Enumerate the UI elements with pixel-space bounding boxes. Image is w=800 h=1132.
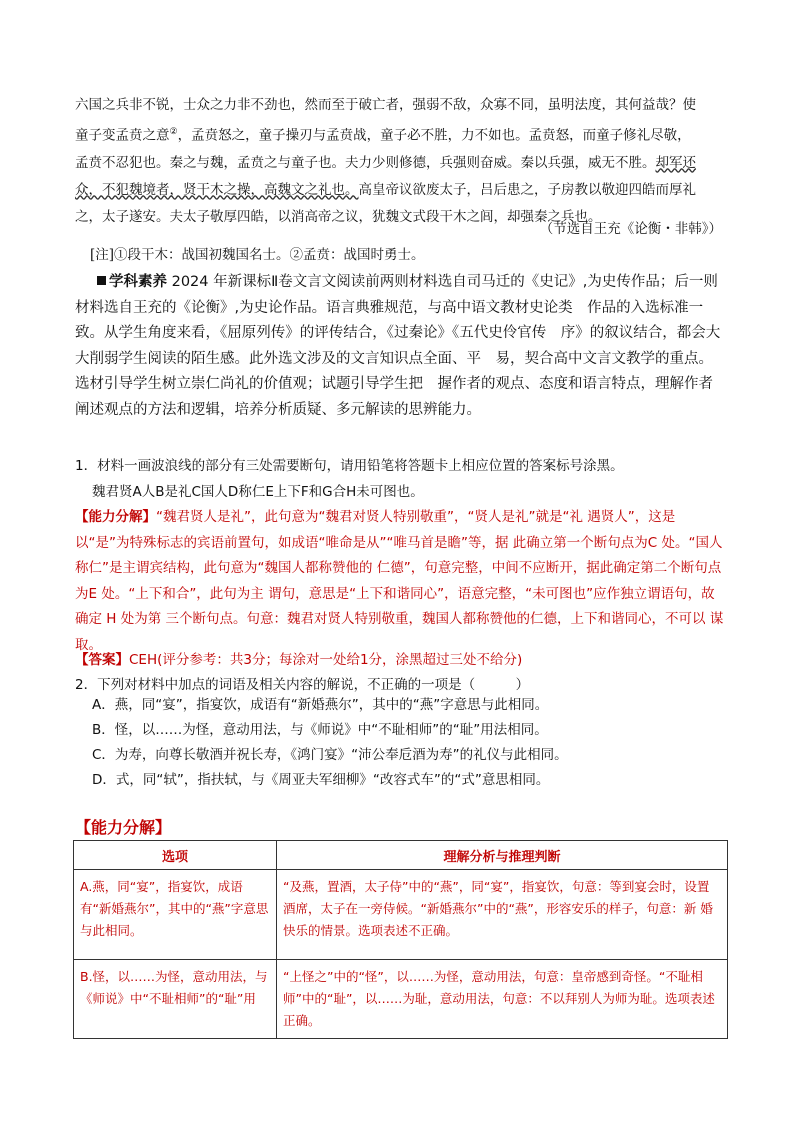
option-d: D．式，同“轼”，指扶轼，与《周亚夫军细柳》“改容式车”的“式”意思相同。	[92, 772, 550, 788]
table-header: 理解分析与推理判断	[277, 841, 728, 870]
option-c: C．为寿，向尊长敬酒并祝长寿，《鸿门宴》“沛公奉卮酒为寿”的礼仪与此相同。	[92, 747, 568, 763]
footnote: [注]①段干木：战国初魏国名士。②孟贲：战国时勇士。	[90, 247, 425, 263]
table-cell-analysis: “上怪之”中的“怪”，以……为怪，意动用法，句意：皇帝感到奇怪。“不耻相师”中的“耻”，以……为耻，意动用法，句意：不以拜别人为师为耻。选项表述正确。	[277, 960, 728, 1039]
passage-text: 童子变孟贲之意	[75, 127, 170, 144]
table-cell-analysis: “及燕，置酒，太子侍”中的“燕”，同“宴”，指宴饮，句意：等到宴会时，设置 酒席，太子在一旁侍候。“新婚燕尔”中的“燕”，形容安乐的样子，句意：新 婚快乐的情景。选项表述不正确。	[277, 870, 728, 960]
wavy-underlined-text: 却军还	[655, 154, 696, 171]
passage-line	[75, 119, 725, 150]
passage	[75, 92, 725, 231]
table-header: 选项	[74, 841, 277, 870]
analysis-text: “魏君贤人是礼”，此句意为“魏君对贤人特别敬重”，“贤人是礼”就是“礼 遇贤人”，这是以“是”为特殊标志的宾语前置句，如成语“唯命是从”“唯马首是瞻”等，据 此确立第一个断句点为C 处。“国人称仁”是主谓宾结构，此句意为“魏国人都称赞他的 仁德”，句意完整，中间不应断开，据此确定第二个断句点为E 处。“上下和合”，此句为主 谓句，意思是“上下和谐同心”，语意完整，“未可图也”应作独立谓语句，故确定 H 处为第 三个断句点。句意：魏君对贤人特别敬重，魏国人都称赞他的仁德，上下和谐同心，不可以 谋取。	[75, 509, 724, 653]
table-cell-option: A.燕，同“宴”，指宴饮，成语有“新婚燕尔”，其中的“燕”字意思与此相同。	[74, 870, 277, 960]
passage-text: ，孟贲怒之，童子操刃与孟贲战，童子必不胜，力不如也。孟贲怒，而童子修礼尽敬，	[177, 127, 691, 144]
xueke-title: 学科素养	[109, 274, 167, 290]
analysis-table	[73, 840, 728, 1039]
answer-tag: 【答案】	[75, 652, 129, 668]
passage-line: 六国之兵非不锐，士众之力非不劲也，然而至于破亡者，强弱不敌，众寡不同，虽明法度，其何益哉？使	[75, 97, 696, 113]
table-row	[74, 870, 728, 960]
square-bullet-icon	[97, 276, 106, 285]
xueke-suyang	[75, 270, 725, 423]
xueke-text: 2024 年新课标Ⅱ卷文言文阅读前两则材料选自司马迁的《史记》,为史传作品；后一则材料选自王充的《论衡》,为史论作品。语言典雅规范，与高中语文教材史论类 作品的入选标准一致。从学生角度来看，《屈原列传》的评传结合，《过秦论》《五代史伶官传 序》的叙议结合，都会大大削弱学生阅读的陌生感。此外选文涉及的文言知识点全面、平 易，契合高中文言文教学的重点。选材引导学生树立崇仁尚礼的价值观；试题引导学生把 握作者的观点、态度和语言特点，理解作者阐述观点的方法和逻辑，培养分析质疑、多元解读的思辨能力。	[75, 274, 721, 418]
passage-line	[75, 150, 725, 177]
passage-text: 高皇帝议欲废太子，吕后患之，子房教以敬迎四皓而厚礼	[358, 181, 696, 198]
answer-text: CEH(评分参考：共3分；每涂对一处给1分，涂黑超过三处不给分)	[129, 652, 523, 668]
table-header-row	[74, 841, 728, 870]
passage-line: 之，太子遂安。夫太子敬厚四皓，以消高帝之议，犹魏文式段干木之闾，却强秦之兵也。	[75, 208, 602, 225]
question-1-analysis	[75, 505, 725, 658]
question-1-answer	[75, 647, 725, 674]
footnote-mark: ②	[169, 127, 178, 137]
option-a: A．燕，同“宴”，指宴饮，成语有“新婚燕尔”，其中的“燕”字意思与此相同。	[92, 697, 549, 713]
section-heading: 【能力分解】	[75, 818, 172, 837]
option-b: B．怪，以……为怪，意动用法，与《师说》中“不耻相师”的“耻”用法相同。	[92, 722, 548, 738]
source-citation: （节选自王充《论衡・非韩》）	[539, 221, 722, 237]
passage-text: 孟贲不忍犯也。秦之与魏，孟贲之与童子也。夫力少则修德，兵强则奋威。秦以兵强，威无不胜。	[75, 154, 656, 171]
question-1-stem: 1．材料一画波浪线的部分有三处需要断句，请用铅笔将答题卡上相应位置的答案标号涂黑。	[75, 458, 624, 474]
question-2-stem: 2．下列对材料中加点的词语及相关内容的解说，不正确的一项是（ ）	[75, 677, 530, 693]
analysis-tag: 【能力分解】	[75, 509, 156, 525]
wavy-underlined-text: 众，不犯魏境者，贤干木之操，高魏文之礼也。	[75, 181, 359, 198]
passage-line	[75, 177, 725, 204]
question-1-line: 魏君贤A人B是礼C国人D称仁E上下F和G合H未可图也。	[92, 484, 424, 500]
table-row	[74, 960, 728, 1039]
table-cell-option: B.怪，以……为怪，意动用法，与《师说》中“不耻相师”的“耻”用	[74, 960, 277, 1039]
